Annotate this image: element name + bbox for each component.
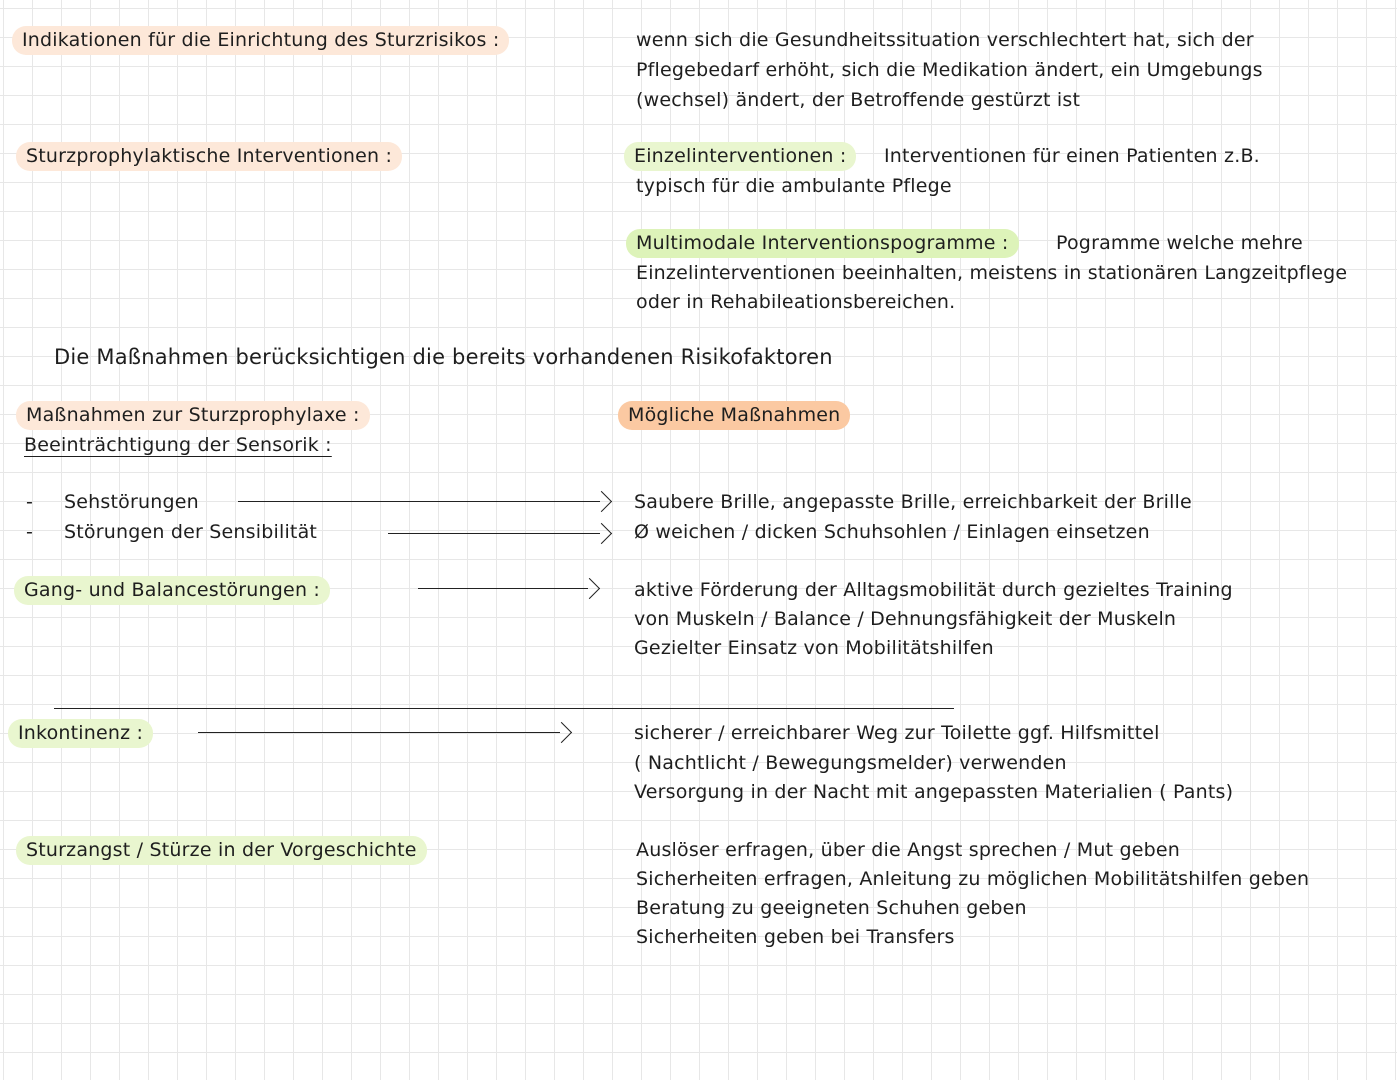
multi-line-2: Einzelinterventionen beeinhalten, meistens in stationären Langzeitpflege — [636, 262, 1348, 284]
heading-massnahmen: Maßnahmen zur Sturzprophylaxe : — [16, 401, 370, 430]
gang-line-2: von Muskeln / Balance / Dehnungsfähigkeit der Muskeln — [634, 608, 1177, 630]
multi-line-1: Pogramme welche mehre — [1056, 232, 1303, 254]
angst-line-3: Beratung zu geeigneten Schuhen geben — [636, 897, 1027, 919]
divider-line — [54, 708, 954, 709]
heading-indikationen: Indikationen für die Einrichtung des Sturzrisikos : — [12, 26, 509, 55]
heading-gang: Gang- und Balancestörungen : — [14, 576, 330, 605]
angst-line-1: Auslöser erfragen, über die Angst sprechen / Mut geben — [636, 839, 1181, 861]
ind-line-1: wenn sich die Gesundheitssituation verschlechtert hat, sich der — [636, 29, 1254, 51]
ind-line-3: (wechsel) ändert, der Betroffende gestürzt ist — [636, 89, 1081, 111]
label-einzelinterventionen: Einzelinterventionen : — [624, 142, 856, 171]
angst-line-4: Sicherheiten geben bei Transfers — [636, 926, 955, 948]
heading-sturzangst: Sturzangst / Stürze in der Vorgeschichte — [16, 836, 427, 865]
gang-line-1: aktive Förderung der Alltagsmobilität durch gezieltes Training — [634, 579, 1233, 601]
heading-moegliche-massnahmen: Mögliche Maßnahmen — [618, 401, 850, 430]
label-multimodale: Multimodale Interventionspogramme : — [626, 229, 1019, 258]
bullet-seh: - — [26, 491, 34, 513]
gang-line-3: Gezielter Einsatz von Mobilitätshilfen — [634, 637, 994, 659]
bullet-sens: - — [26, 521, 34, 543]
arrow-seh — [238, 490, 610, 514]
ink-line-3: Versorgung in der Nacht mit angepassten Materialien ( Pants) — [634, 781, 1234, 803]
angst-line-2: Sicherheiten erfragen, Anleitung zu möglichen Mobilitätshilfen geben — [636, 868, 1310, 890]
arrow-gang — [418, 577, 598, 601]
einzel-line-1: Interventionen für einen Patienten z.B. — [884, 145, 1260, 167]
heading-inkontinenz: Inkontinenz : — [8, 719, 153, 748]
ind-line-2: Pflegebedarf erhöht, sich die Medikation ändert, ein Umgebungs — [636, 59, 1263, 81]
arrow-inkontinenz — [198, 721, 570, 745]
risikofaktoren-note: Die Maßnahmen berücksichtigen die bereits vorhandenen Risikofaktoren — [54, 345, 833, 369]
heading-sensorik: Beeinträchtigung der Sensorik : — [24, 434, 332, 456]
einzel-line-2: typisch für die ambulante Pflege — [636, 175, 952, 197]
item-sensibilitaet: Störungen der Sensibilität — [64, 521, 318, 543]
ink-line-1: sicherer / erreichbarer Weg zur Toilette ggf. Hilfsmittel — [634, 722, 1160, 744]
sens-massnahme: Ø weichen / dicken Schuhsohlen / Einlagen einsetzen — [634, 521, 1150, 543]
multi-line-3: oder in Rehabileationsbereichen. — [636, 291, 956, 313]
heading-interventionen: Sturzprophylaktische Interventionen : — [16, 142, 402, 171]
arrow-sens — [388, 522, 610, 546]
seh-massnahme: Saubere Brille, angepasste Brille, erreichbarkeit der Brille — [634, 491, 1192, 513]
item-sehstoerungen: Sehstörungen — [64, 491, 199, 513]
ink-line-2: ( Nachtlicht / Bewegungsmelder) verwenden — [634, 752, 1067, 774]
